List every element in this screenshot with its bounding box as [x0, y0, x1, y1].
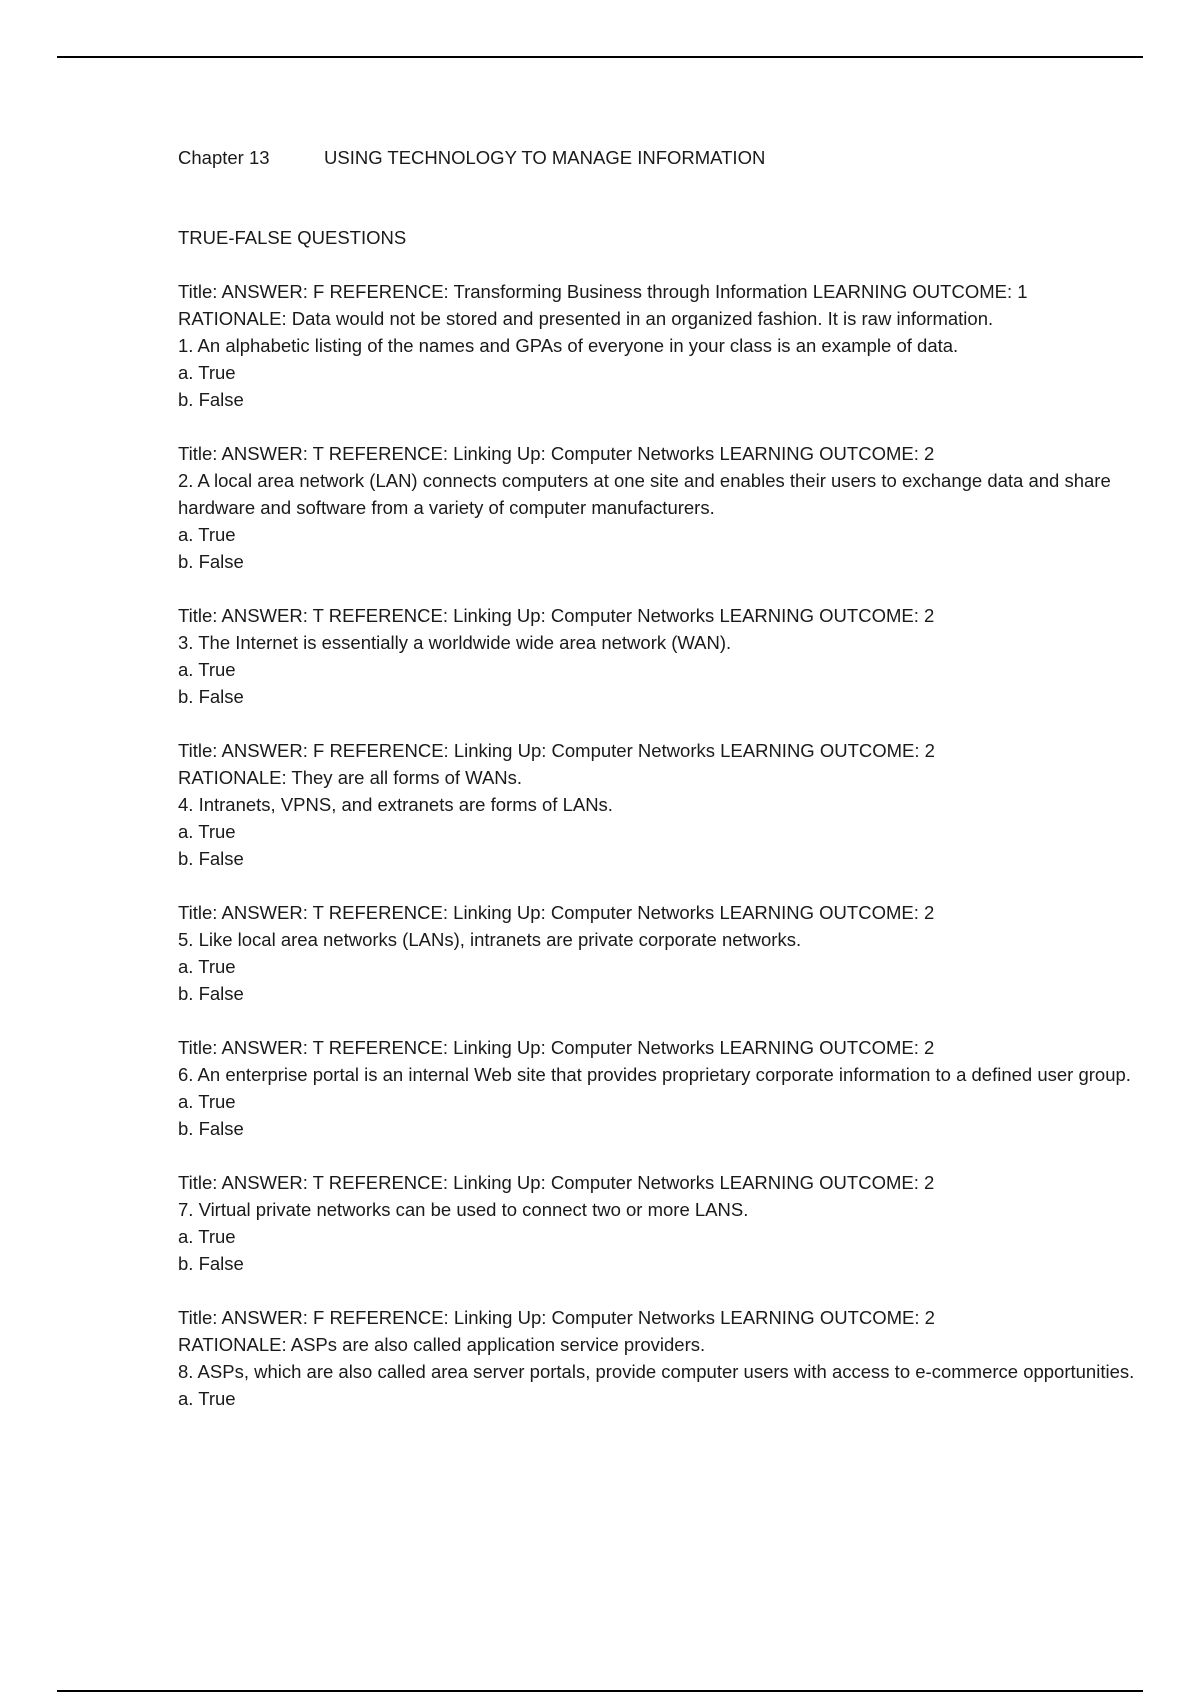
chapter-number: Chapter 13 [178, 147, 270, 168]
answer-option: a. True [178, 362, 236, 383]
chapter-heading [178, 144, 1148, 171]
question-list [178, 278, 1148, 1412]
question-rationale: RATIONALE: Data would not be stored and presented in an organized fashion. It is raw information. [178, 308, 994, 329]
question-meta: Title: ANSWER: F REFERENCE: Transforming Business through Information LEARNING OUTCOME: 1 [178, 281, 1028, 302]
question-block [178, 602, 1148, 710]
answer-option: a. True [178, 659, 236, 680]
document-body [178, 144, 1148, 1439]
question-block [178, 1304, 1148, 1412]
question-text: 8. ASPs, which are also called area server portals, provide computer users with access to e-commerce opportunities. [178, 1361, 1135, 1382]
question-meta: Title: ANSWER: T REFERENCE: Linking Up: Computer Networks LEARNING OUTCOME: 2 [178, 1037, 935, 1058]
question-meta: Title: ANSWER: T REFERENCE: Linking Up: Computer Networks LEARNING OUTCOME: 2 [178, 902, 935, 923]
question-meta: Title: ANSWER: T REFERENCE: Linking Up: Computer Networks LEARNING OUTCOME: 2 [178, 605, 935, 626]
chapter-title: USING TECHNOLOGY TO MANAGE INFORMATION [324, 147, 766, 168]
answer-option: a. True [178, 1091, 236, 1112]
question-meta: Title: ANSWER: T REFERENCE: Linking Up: Computer Networks LEARNING OUTCOME: 2 [178, 443, 935, 464]
answer-option: b. False [178, 1118, 244, 1139]
question-meta: Title: ANSWER: F REFERENCE: Linking Up: Computer Networks LEARNING OUTCOME: 2 [178, 1307, 935, 1328]
question-text: 3. The Internet is essentially a worldwide wide area network (WAN). [178, 632, 732, 653]
question-meta: Title: ANSWER: F REFERENCE: Linking Up: Computer Networks LEARNING OUTCOME: 2 [178, 740, 935, 761]
section-heading: TRUE-FALSE QUESTIONS [178, 227, 407, 248]
question-text: 6. An enterprise portal is an internal Web site that provides proprietary corporate information to a defined user group. [178, 1064, 1131, 1085]
question-block [178, 737, 1148, 872]
question-block [178, 440, 1148, 575]
answer-option: b. False [178, 983, 244, 1004]
question-block [178, 899, 1148, 1007]
question-meta: Title: ANSWER: T REFERENCE: Linking Up: Computer Networks LEARNING OUTCOME: 2 [178, 1172, 935, 1193]
answer-option: a. True [178, 956, 236, 977]
answer-option: a. True [178, 821, 236, 842]
question-block [178, 1034, 1148, 1142]
question-block [178, 1169, 1148, 1277]
answer-option: b. False [178, 389, 244, 410]
footer-rule [57, 1690, 1143, 1692]
question-text: 4. Intranets, VPNS, and extranets are forms of LANs. [178, 794, 613, 815]
question-text: 5. Like local area networks (LANs), intranets are private corporate networks. [178, 929, 802, 950]
answer-option: a. True [178, 524, 236, 545]
question-text: 1. An alphabetic listing of the names and GPAs of everyone in your class is an example of data. [178, 335, 959, 356]
answer-option: a. True [178, 1388, 236, 1409]
question-text: 2. A local area network (LAN) connects computers at one site and enables their users to exchange data and share hardware and software from a variety of computer manufacturers. [178, 470, 1111, 518]
answer-option: b. False [178, 686, 244, 707]
question-text: 7. Virtual private networks can be used to connect two or more LANS. [178, 1199, 749, 1220]
question-rationale: RATIONALE: They are all forms of WANs. [178, 767, 523, 788]
answer-option: b. False [178, 848, 244, 869]
question-block [178, 278, 1148, 413]
answer-option: b. False [178, 551, 244, 572]
question-rationale: RATIONALE: ASPs are also called application service providers. [178, 1334, 706, 1355]
answer-option: a. True [178, 1226, 236, 1247]
answer-option: b. False [178, 1253, 244, 1274]
header-rule [57, 56, 1143, 58]
